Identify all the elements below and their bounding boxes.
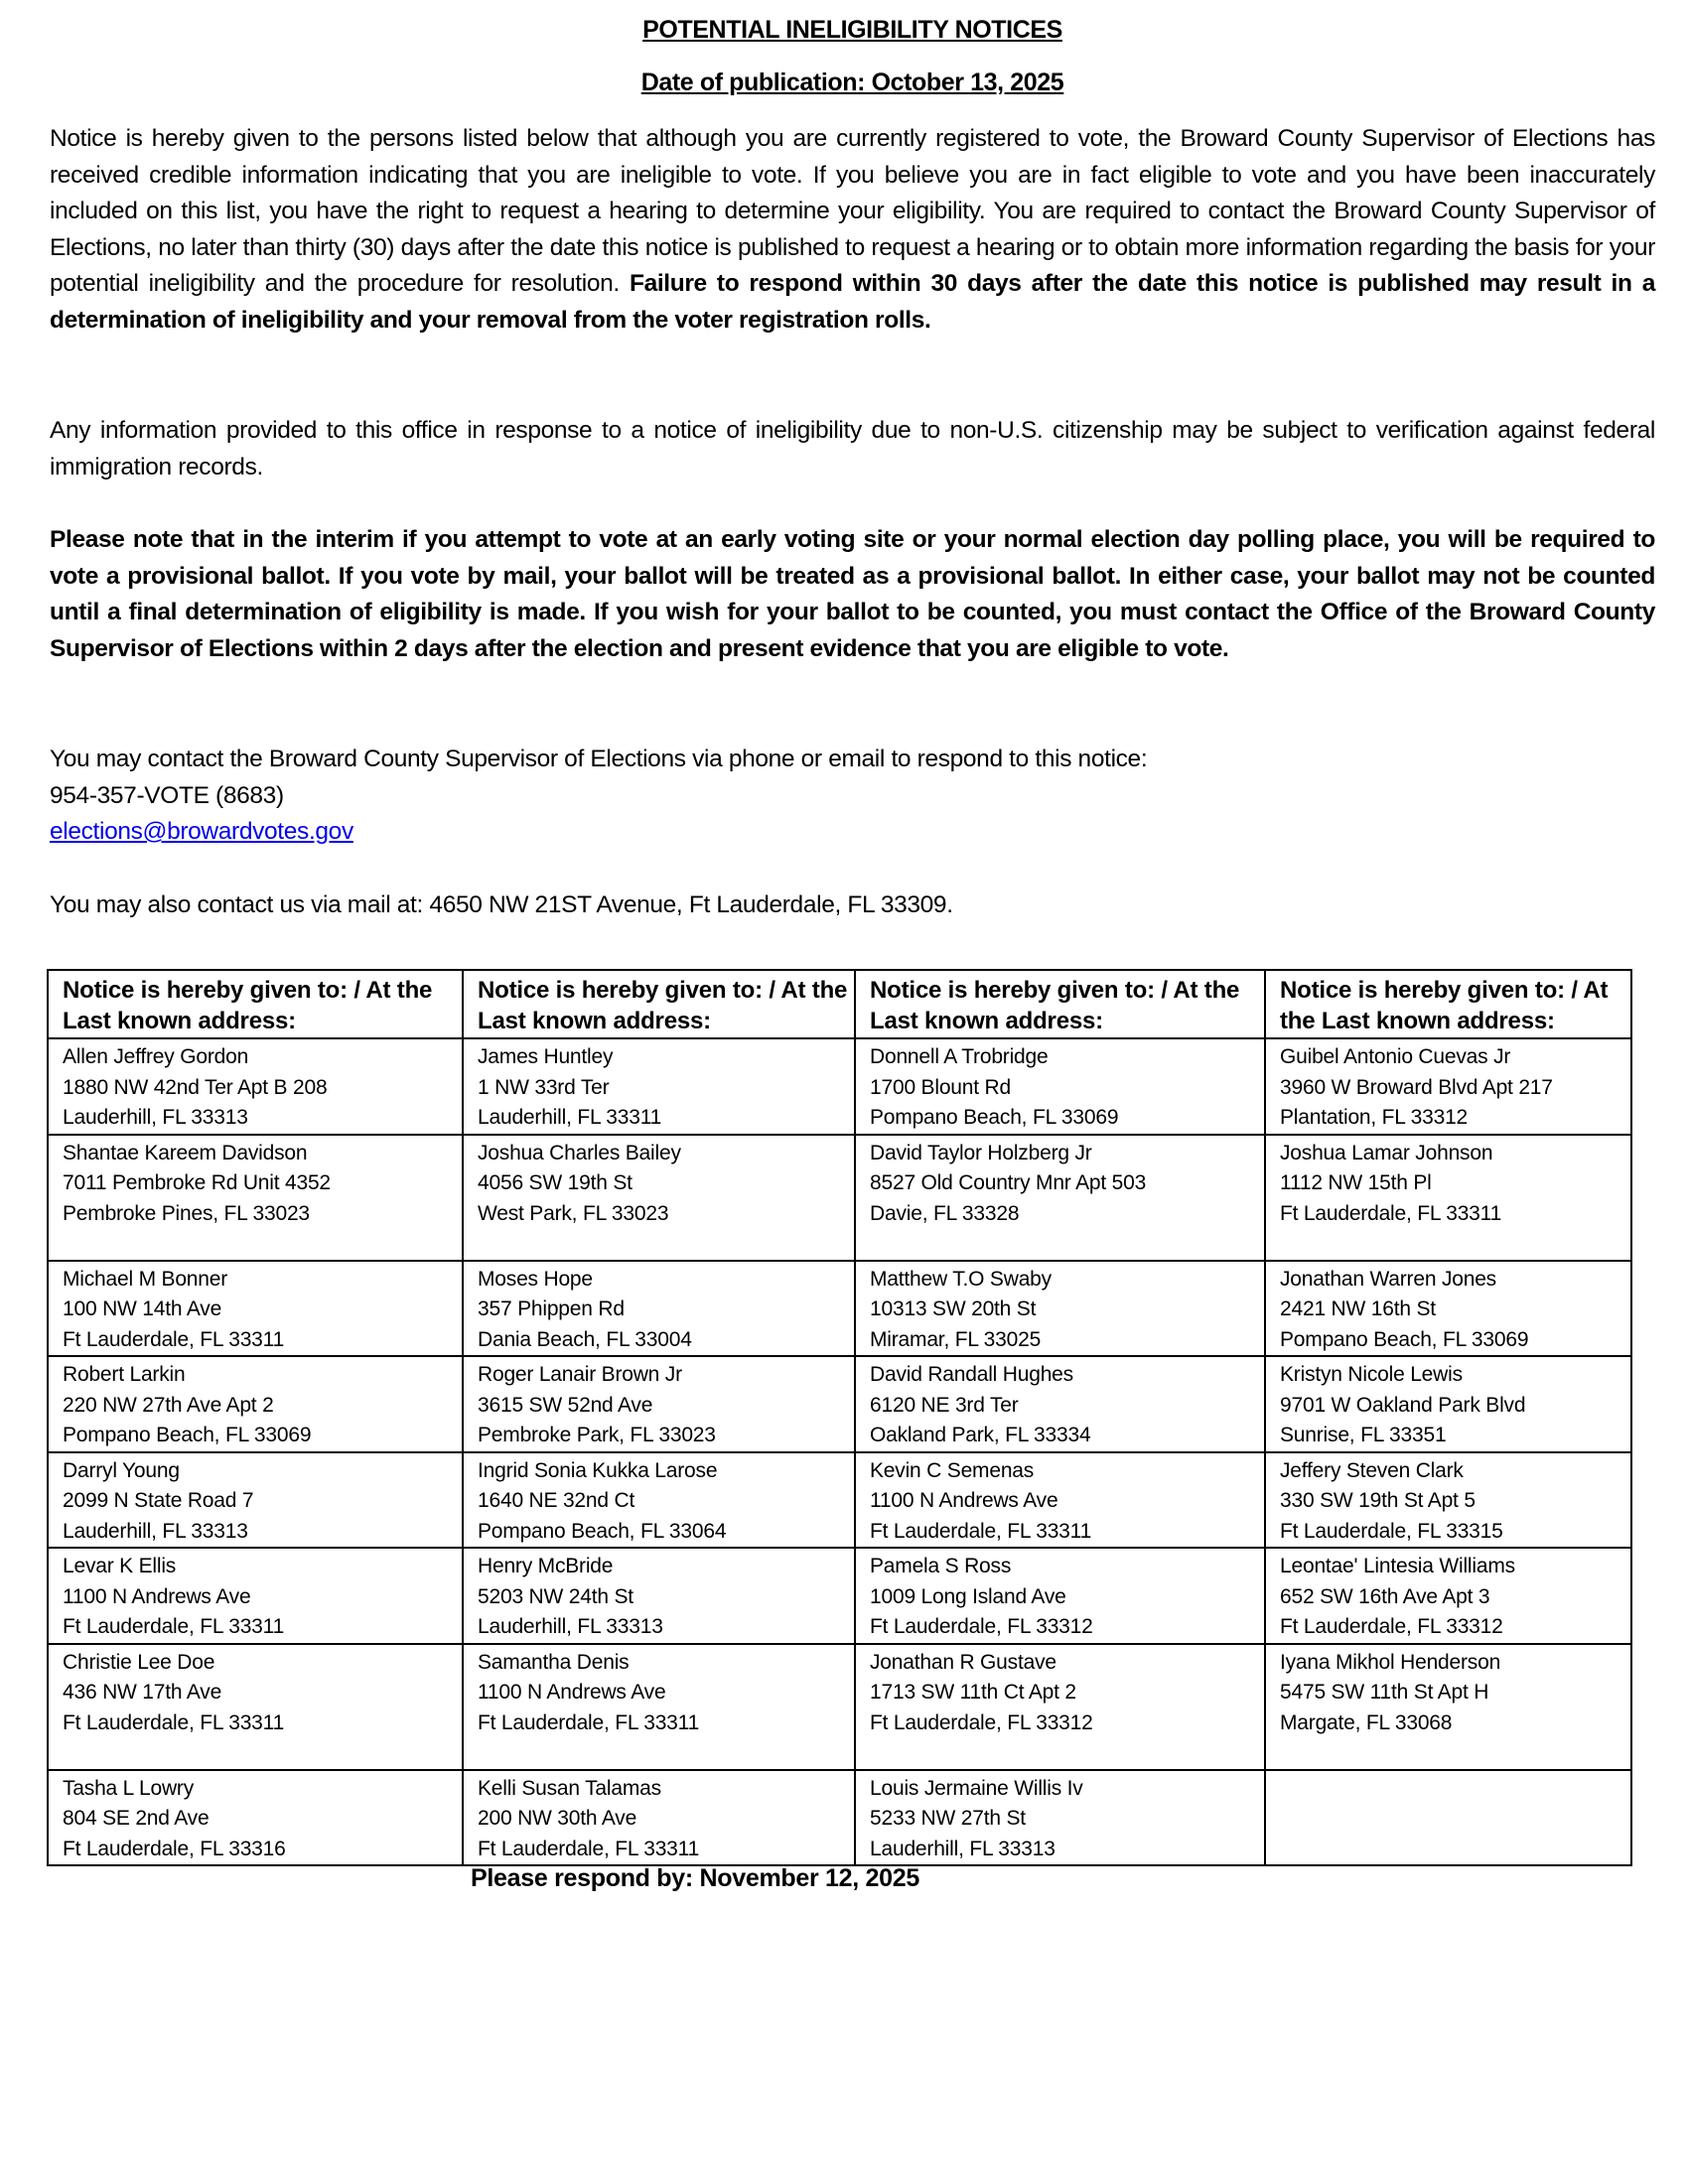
city-state-zip: Margate, FL 33068 xyxy=(1280,1710,1453,1734)
person-name: James Huntley xyxy=(478,1045,614,1068)
person-name: Michael M Bonner xyxy=(63,1267,228,1291)
person-name: Allen Jeffrey Gordon xyxy=(63,1045,249,1068)
street-address: 5203 NW 24th St xyxy=(478,1584,633,1608)
city-state-zip: West Park, FL 33023 xyxy=(478,1201,669,1225)
immigration-verification-paragraph: Any information provided to this office in response to a notice of ineligibility due to non-U.S. citizenship may be subject to verification against federal immigration records. xyxy=(50,417,1655,480)
person-cell xyxy=(1265,1452,1631,1549)
phone-number: 954-357-VOTE (8683) xyxy=(50,781,284,809)
person-name: Henry McBride xyxy=(478,1555,614,1577)
person-cell xyxy=(1265,1038,1631,1135)
person-cell xyxy=(48,1770,463,1866)
person-cell xyxy=(48,1452,463,1549)
person-name: Guibel Antonio Cuevas Jr xyxy=(1280,1045,1511,1068)
street-address: 2421 NW 16th St xyxy=(1280,1297,1436,1320)
table-row xyxy=(48,1548,1631,1644)
street-address: 1112 NW 15th Pl xyxy=(1280,1171,1432,1194)
person-name: Christie Lee Doe xyxy=(63,1650,215,1674)
notice-paragraph xyxy=(50,121,1655,339)
person-cell xyxy=(463,1356,855,1452)
table-row xyxy=(48,1452,1631,1549)
city-state-zip: Dania Beach, FL 33004 xyxy=(478,1327,692,1351)
person-cell xyxy=(463,1452,855,1549)
table-header-row xyxy=(48,970,1631,1038)
street-address: 330 SW 19th St Apt 5 xyxy=(1280,1489,1476,1512)
person-name: Matthew T.O Swaby xyxy=(870,1267,1052,1291)
street-address: 1640 NE 32nd Ct xyxy=(478,1489,635,1512)
street-address: 1100 N Andrews Ave xyxy=(870,1489,1058,1512)
person-name: Ingrid Sonia Kukka Larose xyxy=(478,1458,718,1482)
contact-intro: You may contact the Broward County Supervisor of Elections via phone or email to respond to this notice: xyxy=(50,746,1148,772)
city-state-zip: Ft Lauderdale, FL 33312 xyxy=(870,1615,1093,1638)
table-row xyxy=(48,1261,1631,1357)
provisional-ballot-paragraph: Please note that in the interim if you attempt to vote at an early voting site or your normal election day polling place, you will be required to vote a provisional ballot. If you vote by mail, your ballot will be treated as a provisional ballot. In either case, your ballot may not be counted until a final determination of eligibility is made. If you wish for your ballot to be counted, you must contact the Office of the Broward County Supervisor of Elections within 2 days after the election and present evidence that you are eligible to vote. xyxy=(50,526,1655,662)
person-cell xyxy=(463,1770,855,1866)
table-row xyxy=(48,1644,1631,1770)
city-state-zip: Ft Lauderdale, FL 33311 xyxy=(870,1519,1092,1543)
person-name: Roger Lanair Brown Jr xyxy=(478,1363,682,1386)
person-cell xyxy=(463,1038,855,1135)
person-name: Louis Jermaine Willis Iv xyxy=(870,1776,1083,1800)
street-address: 652 SW 16th Ave Apt 3 xyxy=(1280,1584,1490,1608)
person-name: Iyana Mikhol Henderson xyxy=(1280,1650,1501,1674)
person-name: Pamela S Ross xyxy=(870,1555,1012,1577)
empty-cell xyxy=(1265,1770,1631,1866)
person-name: Darryl Young xyxy=(63,1458,180,1482)
city-state-zip: Lauderhill, FL 33313 xyxy=(63,1519,248,1543)
person-cell xyxy=(855,1770,1265,1866)
person-name: David Randall Hughes xyxy=(870,1363,1073,1386)
city-state-zip: Oakland Park, FL 33334 xyxy=(870,1424,1091,1446)
mail-contact: You may also contact us via mail at: 4650 NW 21ST Avenue, Ft Lauderdale, FL 33309. xyxy=(50,891,953,918)
city-state-zip: Ft Lauderdale, FL 33311 xyxy=(1280,1201,1502,1225)
city-state-zip: Pompano Beach, FL 33069 xyxy=(63,1424,312,1446)
person-cell xyxy=(1265,1644,1631,1770)
person-cell xyxy=(1265,1548,1631,1644)
person-name: Jonathan R Gustave xyxy=(870,1650,1056,1674)
city-state-zip: Ft Lauderdale, FL 33311 xyxy=(63,1327,285,1351)
table-row xyxy=(48,1135,1631,1261)
person-cell xyxy=(463,1261,855,1357)
street-address: 8527 Old Country Mnr Apt 503 xyxy=(870,1171,1147,1194)
person-name: Jeffery Steven Clark xyxy=(1280,1458,1464,1482)
street-address: 100 NW 14th Ave xyxy=(63,1297,222,1320)
street-address: 4056 SW 19th St xyxy=(478,1171,633,1194)
city-state-zip: Ft Lauderdale, FL 33312 xyxy=(870,1710,1093,1734)
notice-paragraph-text: Notice is hereby given to the persons listed below that although you are currently registered to vote, the Broward County Supervisor of Elections has received credible information indicating that you are ineligible to vote. If you believe you are in fact eligible to vote and you have been inaccurately included on this list, you have the right to request a hearing to determine your eligibility. You are required to contact the Broward County Supervisor of Elections, no later than thirty (30) days after the date this notice is published to request a hearing or to obtain more information regarding the basis for your potential ineligibility and the procedure for resolution. xyxy=(50,125,1655,297)
column-header: Notice is hereby given to: / At the Last known address: xyxy=(48,970,463,1038)
city-state-zip: Pompano Beach, FL 33069 xyxy=(1280,1327,1529,1351)
person-cell xyxy=(855,1644,1265,1770)
person-name: Levar K Ellis xyxy=(63,1555,177,1577)
street-address: 6120 NE 3rd Ter xyxy=(870,1393,1019,1417)
table-row xyxy=(48,1038,1631,1135)
column-header: Notice is hereby given to: / At the Last known address: xyxy=(855,970,1265,1038)
city-state-zip: Lauderhill, FL 33313 xyxy=(63,1106,248,1129)
street-address: 1100 N Andrews Ave xyxy=(63,1584,251,1608)
street-address: 436 NW 17th Ave xyxy=(63,1681,222,1704)
street-address: 1700 Blount Rd xyxy=(870,1075,1011,1099)
person-cell xyxy=(48,1356,463,1452)
city-state-zip: Pompano Beach, FL 33064 xyxy=(478,1519,727,1543)
street-address: 1100 N Andrews Ave xyxy=(478,1681,666,1704)
city-state-zip: Pompano Beach, FL 33069 xyxy=(870,1106,1119,1129)
person-name: Robert Larkin xyxy=(63,1363,186,1386)
city-state-zip: Ft Lauderdale, FL 33311 xyxy=(63,1615,285,1638)
person-name: Moses Hope xyxy=(478,1267,593,1291)
city-state-zip: Pembroke Pines, FL 33023 xyxy=(63,1201,310,1225)
city-state-zip: Miramar, FL 33025 xyxy=(870,1327,1042,1351)
person-name: Joshua Charles Bailey xyxy=(478,1141,681,1164)
street-address: 357 Phippen Rd xyxy=(478,1297,625,1320)
email-link[interactable]: elections@browardvotes.gov xyxy=(50,818,353,845)
person-cell xyxy=(1265,1135,1631,1261)
person-cell xyxy=(855,1261,1265,1357)
person-name: Leontae' Lintesia Williams xyxy=(1280,1555,1515,1577)
city-state-zip: Lauderhill, FL 33311 xyxy=(478,1106,662,1129)
publication-date: Date of publication: October 13, 2025 xyxy=(640,68,1064,96)
street-address: 804 SE 2nd Ave xyxy=(63,1807,210,1830)
city-state-zip: Sunrise, FL 33351 xyxy=(1280,1424,1447,1446)
street-address: 9701 W Oakland Park Blvd xyxy=(1280,1393,1526,1417)
street-address: 7011 Pembroke Rd Unit 4352 xyxy=(63,1171,331,1194)
person-cell xyxy=(1265,1356,1631,1452)
person-name: Kelli Susan Talamas xyxy=(478,1776,661,1800)
document-title: POTENTIAL INELIGIBILITY NOTICES xyxy=(642,16,1062,44)
street-address: 3615 SW 52nd Ave xyxy=(478,1393,653,1417)
city-state-zip: Davie, FL 33328 xyxy=(870,1201,1020,1225)
city-state-zip: Lauderhill, FL 33313 xyxy=(870,1837,1055,1860)
city-state-zip: Ft Lauderdale, FL 33315 xyxy=(1280,1519,1503,1543)
city-state-zip: Ft Lauderdale, FL 33312 xyxy=(1280,1615,1503,1638)
person-name: Samantha Denis xyxy=(478,1650,630,1674)
table-row xyxy=(48,1770,1631,1866)
person-cell xyxy=(855,1548,1265,1644)
city-state-zip: Ft Lauderdale, FL 33311 xyxy=(478,1710,700,1734)
person-cell xyxy=(855,1135,1265,1261)
street-address: 3960 W Broward Blvd Apt 217 xyxy=(1280,1075,1553,1099)
person-cell xyxy=(48,1261,463,1357)
person-cell xyxy=(855,1356,1265,1452)
street-address: 1 NW 33rd Ter xyxy=(478,1075,610,1099)
street-address: 10313 SW 20th St xyxy=(870,1297,1037,1320)
person-cell xyxy=(463,1135,855,1261)
person-name: David Taylor Holzberg Jr xyxy=(870,1141,1092,1164)
failure-warning: Failure to respond within 30 days after the date this notice is published may result in a determination of ineligibility and your removal from the voter registration rolls. xyxy=(50,270,1655,334)
column-header: Notice is hereby given to: / At the Last known address: xyxy=(1265,970,1631,1038)
notices-table xyxy=(47,969,1632,1866)
contact-section xyxy=(50,742,1655,851)
person-cell xyxy=(48,1038,463,1135)
street-address: 1009 Long Island Ave xyxy=(870,1584,1066,1608)
street-address: 2099 N State Road 7 xyxy=(63,1489,254,1512)
respond-by-date: Please respond by: November 12, 2025 xyxy=(471,1864,919,1892)
person-cell xyxy=(48,1548,463,1644)
person-cell xyxy=(463,1644,855,1770)
person-cell xyxy=(48,1135,463,1261)
person-name: Kristyn Nicole Lewis xyxy=(1280,1363,1463,1386)
person-cell xyxy=(463,1548,855,1644)
notices-table-body xyxy=(48,1038,1631,1865)
person-name: Joshua Lamar Johnson xyxy=(1280,1141,1493,1164)
person-cell xyxy=(855,1038,1265,1135)
city-state-zip: Lauderhill, FL 33313 xyxy=(478,1615,663,1638)
person-name: Donnell A Trobridge xyxy=(870,1045,1049,1068)
person-name: Tasha L Lowry xyxy=(63,1776,195,1800)
column-header: Notice is hereby given to: / At the Last known address: xyxy=(463,970,855,1038)
city-state-zip: Plantation, FL 33312 xyxy=(1280,1106,1469,1129)
city-state-zip: Ft Lauderdale, FL 33311 xyxy=(478,1837,700,1860)
city-state-zip: Ft Lauderdale, FL 33316 xyxy=(63,1837,286,1860)
person-cell xyxy=(1265,1261,1631,1357)
person-name: Kevin C Semenas xyxy=(870,1458,1035,1482)
person-cell xyxy=(855,1452,1265,1549)
person-cell xyxy=(48,1644,463,1770)
street-address: 1713 SW 11th Ct Apt 2 xyxy=(870,1681,1076,1704)
table-row xyxy=(48,1356,1631,1452)
street-address: 1880 NW 42nd Ter Apt B 208 xyxy=(63,1075,328,1099)
street-address: 220 NW 27th Ave Apt 2 xyxy=(63,1393,274,1417)
street-address: 200 NW 30th Ave xyxy=(478,1807,637,1830)
street-address: 5233 NW 27th St xyxy=(870,1807,1026,1830)
person-name: Shantae Kareem Davidson xyxy=(63,1141,308,1164)
person-name: Jonathan Warren Jones xyxy=(1280,1267,1496,1291)
city-state-zip: Ft Lauderdale, FL 33311 xyxy=(63,1710,285,1734)
city-state-zip: Pembroke Park, FL 33023 xyxy=(478,1424,716,1446)
street-address: 5475 SW 11th St Apt H xyxy=(1280,1681,1489,1704)
